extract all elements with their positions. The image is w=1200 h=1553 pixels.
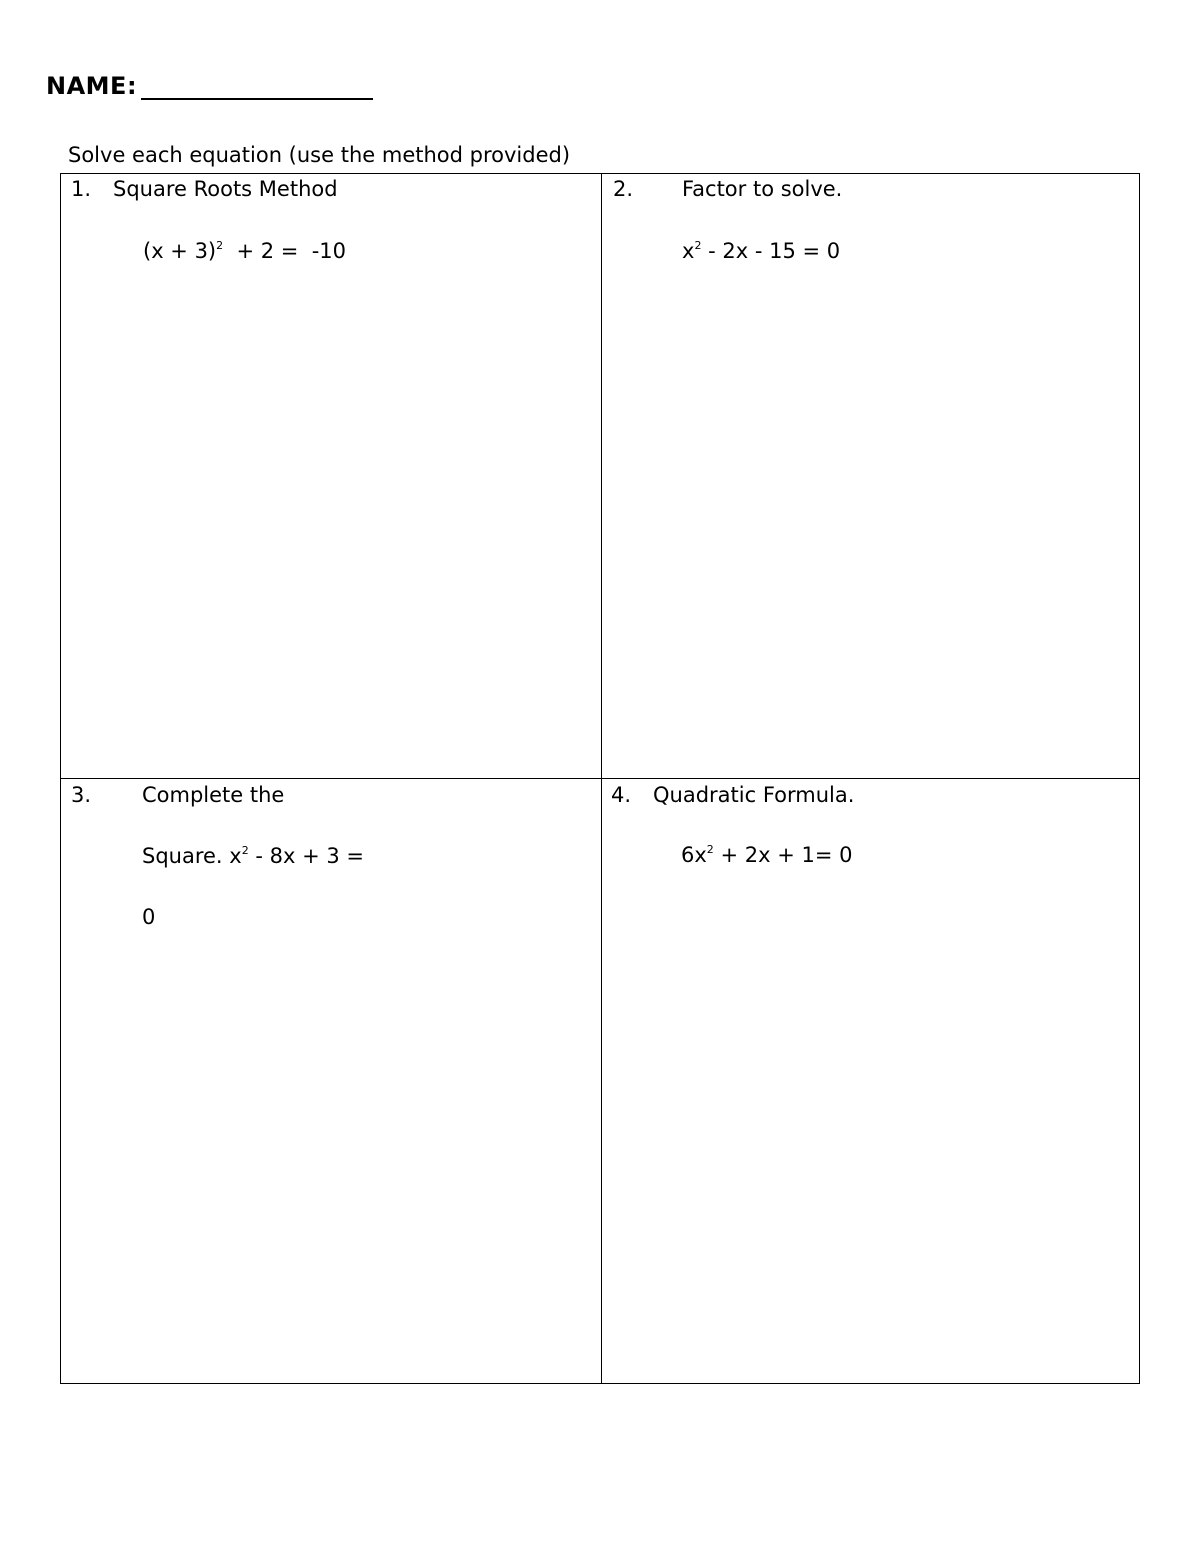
problem-1-method: Square Roots Method [113, 177, 338, 201]
problem-3-equation-continuation: 0 [142, 905, 156, 929]
problem-1-number: 1. [71, 177, 92, 201]
problem-3-number: 3. [71, 783, 92, 807]
grid-divider-horizontal [61, 778, 1139, 779]
problem-3-method: Complete the [142, 783, 285, 807]
name-field [46, 72, 373, 100]
problem-4-method: Quadratic Formula. [653, 783, 855, 807]
instructions-text: Solve each equation (use the method provided) [68, 143, 571, 167]
problem-4-equation: $6x^2 + 2x + 1= 0$ [681, 843, 853, 867]
problem-2-equation: $x^2 - 2x - 15 = 0$ [682, 239, 841, 263]
problem-2-method: Factor to solve. [682, 177, 843, 201]
problem-2-number: 2. [613, 177, 634, 201]
problem-1-equation: $(x + 3)^2 + 2 = -10$ [143, 239, 347, 263]
problem-3-equation: Square. $x^2 - 8x + 3$ = [142, 844, 365, 868]
name-label: NAME: [46, 72, 138, 100]
problem-4-number: 4. [611, 783, 632, 807]
name-blank-line[interactable] [141, 72, 373, 100]
problem-grid [60, 173, 1140, 1384]
